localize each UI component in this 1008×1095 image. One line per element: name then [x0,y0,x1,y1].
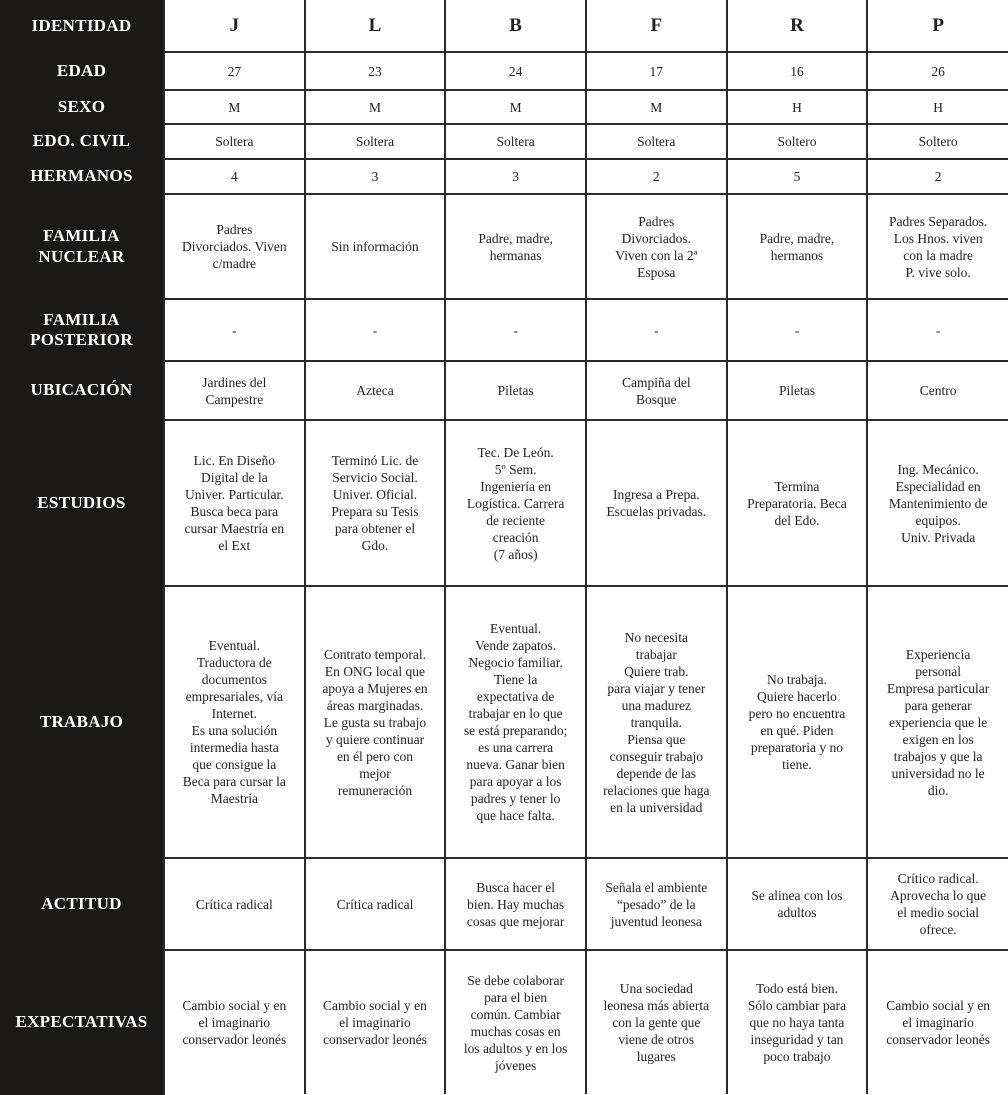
cell-sexo-1: M [305,90,446,124]
cell-hermanos-3: 2 [586,159,727,194]
cell-familia-posterior-5: - [867,299,1008,361]
row-ubicacion [0,361,1008,420]
cell-estudios-4: Termina Preparatoria. Beca del Edo. [727,420,868,586]
cell-expectativas-2: Se debe colaborar para el bien común. Cambiar muchas cosas en los adultos y en los jóvenes [445,950,586,1094]
cell-sexo-4: H [727,90,868,124]
cell-familia-nuclear-4: Padre, madre, hermanos [727,194,868,299]
cell-estudios-5: Ing. Mecánico. Especialidad en Mantenimiento de equipos. Univ. Privada [867,420,1008,586]
cell-familia-nuclear-1: Sin información [305,194,446,299]
cell-ubicacion-3: Campiña del Bosque [586,361,727,420]
row-expectativas [0,950,1008,1094]
row-header-familia-nuclear: FAMILIA NUCLEAR [0,194,164,299]
cell-ubicacion-5: Centro [867,361,1008,420]
cell-edad-1: 23 [305,52,446,90]
row-header-hermanos: HERMANOS [0,159,164,194]
row-header-estudios: ESTUDIOS [0,420,164,586]
cell-ubicacion-0: Jardines del Campestre [164,361,305,420]
cell-edo-civil-2: Soltera [445,124,586,159]
cell-estudios-3: Ingresa a Prepa. Escuelas privadas. [586,420,727,586]
cell-ubicacion-4: Piletas [727,361,868,420]
row-header-edad: EDAD [0,52,164,90]
cell-identidad-5: P [867,0,1008,52]
row-header-identidad: IDENTIDAD [0,0,164,52]
row-header-familia-posterior: FAMILIA POSTERIOR [0,299,164,361]
cell-trabajo-1: Contrato temporal. En ONG local que apoya a Mujeres en áreas marginadas. Le gusta su trabajo y quiere continuar en él pero con mejor remuneración [305,586,446,858]
row-estudios [0,420,1008,586]
row-edo-civil [0,124,1008,159]
cell-expectativas-0: Cambio social y en el imaginario conservador leonés [164,950,305,1094]
cell-hermanos-2: 3 [445,159,586,194]
cell-expectativas-3: Una sociedad leonesa más abierta con la gente que viene de otros lugares [586,950,727,1094]
cell-familia-posterior-0: - [164,299,305,361]
row-hermanos [0,159,1008,194]
row-edad [0,52,1008,90]
row-header-edo-civil: EDO. CIVIL [0,124,164,159]
cell-trabajo-3: No necesita trabajar Quiere trab. para viajar y tener una madurez tranquila. Piensa que conseguir trabajo depende de las relaciones que haga en la universidad [586,586,727,858]
cell-familia-nuclear-2: Padre, madre, hermanas [445,194,586,299]
row-header-expectativas: EXPECTATIVAS [0,950,164,1094]
cell-familia-nuclear-3: Padres Divorciados. Viven con la 2ª Esposa [586,194,727,299]
cell-edo-civil-5: Soltero [867,124,1008,159]
cell-estudios-1: Terminó Lic. de Servicio Social. Univer. Oficial. Prepara su Tesis para obtener el Gdo. [305,420,446,586]
cell-edo-civil-4: Soltero [727,124,868,159]
cell-expectativas-5: Cambio social y en el imaginario conservador leonés [867,950,1008,1094]
row-actitud [0,858,1008,950]
cell-sexo-5: H [867,90,1008,124]
cell-hermanos-4: 5 [727,159,868,194]
cell-trabajo-4: No trabaja. Quiere hacerlo pero no encuentra en qué. Piden preparatoria y no tiene. [727,586,868,858]
cell-actitud-5: Crítico radical. Aprovecha lo que el medio social ofrece. [867,858,1008,950]
row-header-actitud: ACTITUD [0,858,164,950]
cell-expectativas-1: Cambio social y en el imaginario conservador leonés [305,950,446,1094]
cell-trabajo-5: Experiencia personal Empresa particular para generar experiencia que le exigen en los trabajos y que la universidad no le dio. [867,586,1008,858]
cell-familia-nuclear-5: Padres Separados. Los Hnos. viven con la madre P. vive solo. [867,194,1008,299]
cell-ubicacion-1: Azteca [305,361,446,420]
row-familia-nuclear [0,194,1008,299]
cell-sexo-0: M [164,90,305,124]
row-sexo [0,90,1008,124]
cell-familia-posterior-3: - [586,299,727,361]
cell-trabajo-2: Eventual. Vende zapatos. Negocio familiar. Tiene la expectativa de trabajar en lo que se está preparando; es una carrera nueva. Ganar bien para apoyar a los padres y tener lo que hace falta. [445,586,586,858]
cell-actitud-3: Señala el ambiente “pesado” de la juventud leonesa [586,858,727,950]
cell-familia-posterior-4: - [727,299,868,361]
row-header-sexo: SEXO [0,90,164,124]
cell-edo-civil-0: Soltera [164,124,305,159]
cell-edo-civil-1: Soltera [305,124,446,159]
cell-trabajo-0: Eventual. Traductora de documentos empresariales, vía Internet. Es una solución intermedia hasta que consigue la Beca para cursar la Maestría [164,586,305,858]
cell-edad-3: 17 [586,52,727,90]
cell-sexo-3: M [586,90,727,124]
cell-actitud-4: Se alinea con los adultos [727,858,868,950]
cell-familia-posterior-2: - [445,299,586,361]
row-header-trabajo: TRABAJO [0,586,164,858]
row-trabajo [0,586,1008,858]
cell-expectativas-4: Todo está bien. Sólo cambiar para que no haya tanta inseguridad y tan poco trabajo [727,950,868,1094]
cell-identidad-1: L [305,0,446,52]
row-identidad [0,0,1008,52]
cell-hermanos-0: 4 [164,159,305,194]
row-header-ubicacion: UBICACIÓN [0,361,164,420]
cell-actitud-2: Busca hacer el bien. Hay muchas cosas que mejorar [445,858,586,950]
cell-estudios-0: Lic. En Diseño Digital de la Univer. Particular. Busca beca para cursar Maestría en el Ext [164,420,305,586]
cell-edad-2: 24 [445,52,586,90]
cell-edad-5: 26 [867,52,1008,90]
row-familia-posterior [0,299,1008,361]
cell-identidad-2: B [445,0,586,52]
cell-edad-4: 16 [727,52,868,90]
cell-actitud-1: Crítica radical [305,858,446,950]
cell-actitud-0: Crítica radical [164,858,305,950]
cell-edad-0: 27 [164,52,305,90]
cell-edo-civil-3: Soltera [586,124,727,159]
cell-familia-nuclear-0: Padres Divorciados. Viven c/madre [164,194,305,299]
cell-identidad-0: J [164,0,305,52]
cell-familia-posterior-1: - [305,299,446,361]
cell-estudios-2: Tec. De León. 5º Sem. Ingeniería en Logística. Carrera de reciente creación (7 años) [445,420,586,586]
cell-identidad-3: F [586,0,727,52]
cell-sexo-2: M [445,90,586,124]
cell-hermanos-1: 3 [305,159,446,194]
cell-identidad-4: R [727,0,868,52]
cell-ubicacion-2: Piletas [445,361,586,420]
cell-hermanos-5: 2 [867,159,1008,194]
